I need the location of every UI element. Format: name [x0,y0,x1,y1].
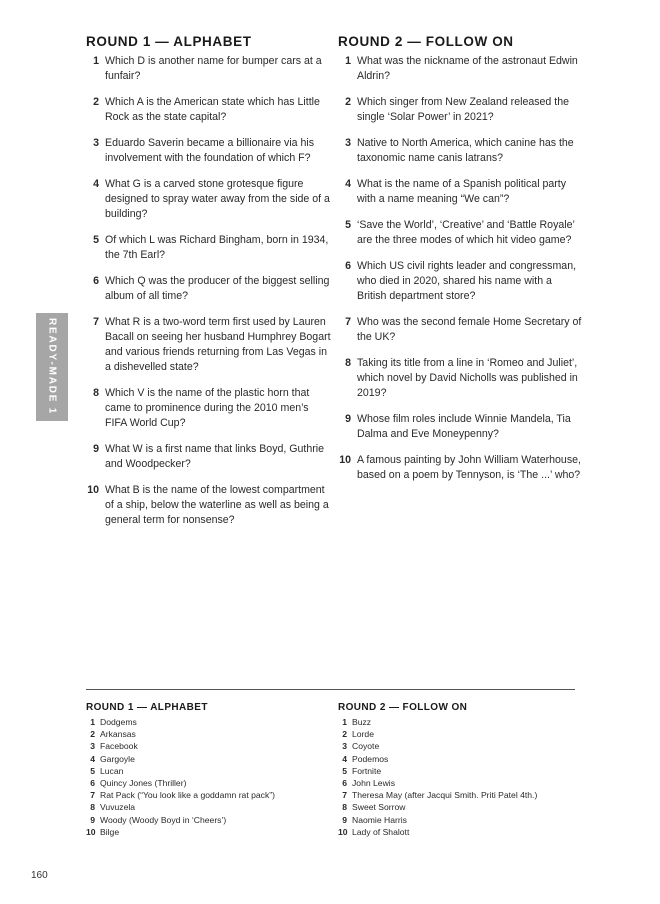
question-text: A famous painting by John William Waterhouse, based on a poem by Tennyson, is ‘The ...’ who? [357,454,581,481]
question-item [338,259,583,304]
answer-number: 9 [342,814,347,825]
question-number: 9 [93,443,99,455]
answer-number: 8 [90,802,95,813]
question-item [86,54,331,84]
answer-number: 2 [342,729,347,740]
answer-item [338,826,583,838]
question-number: 6 [345,260,351,272]
answer-item [86,777,331,789]
answer-text: Woody (Woody Boyd in ‘Cheers’) [100,814,227,825]
question-item [86,386,331,431]
answer-number: 6 [342,778,347,789]
question-item [338,412,583,442]
question-text: Native to North America, which canine has the taxonomic name canis latrans? [357,137,574,164]
answer-number: 8 [342,802,347,813]
side-tab-label: READY-MADE 1 [46,318,58,416]
answer-number: 5 [90,765,95,776]
question-text: Whose film roles include Winnie Mandela, Tia Dalma and Eve Moneypenny? [357,413,571,440]
question-text: Which A is the American state which has Little Rock as the state capital? [105,96,320,123]
answers-divider [86,689,575,690]
question-item [86,315,331,375]
answer-text: Gargoyle [100,753,135,764]
answer-number: 10 [338,826,348,837]
answer-number: 4 [90,753,95,764]
answer-item [86,728,331,740]
answer-item [338,777,583,789]
question-text: What W is a first name that links Boyd, Guthrie and Woodpecker? [105,443,325,470]
answer-item [338,753,583,765]
answer-text: Coyote [352,741,380,752]
question-text: Eduardo Saverin became a billionaire via his involvement with the foundation of which F? [105,137,315,164]
answer-number: 1 [342,717,347,727]
answer-item [86,801,331,813]
question-number: 8 [93,387,99,399]
answer-text: Bilge [100,826,120,837]
round-2-questions [338,34,583,494]
question-number: 10 [87,484,99,496]
answer-item [338,740,583,752]
answer-item [338,716,583,728]
answer-item [338,765,583,777]
answer-number: 4 [342,753,347,764]
answer-item [86,740,331,752]
question-text: Which singer from New Zealand released the single ‘Solar Power’ in 2021? [357,96,569,123]
question-number: 4 [345,178,351,190]
question-item [338,218,583,248]
answer-text: Quincy Jones (Thriller) [100,778,187,789]
question-number: 1 [345,55,351,67]
question-text: Taking its title from a line in ‘Romeo and Juliet’, which novel by David Nicholls was published in 2019? [357,357,578,399]
answer-number: 9 [90,814,95,825]
round-1-title: ROUND 1 — ALPHABET [86,34,252,49]
question-number: 10 [339,454,351,466]
question-number: 2 [345,96,351,108]
answer-item [338,801,583,813]
question-number: 1 [93,55,99,67]
answer-text: Sweet Sorrow [352,802,406,813]
question-text: What is the name of a Spanish political party with a name meaning “We can”? [357,178,567,205]
question-item [86,233,331,263]
question-text: Which D is another name for bumper cars at a funfair? [105,55,322,82]
round-1-questions [86,34,331,539]
question-item [338,315,583,345]
answer-number: 3 [342,741,347,752]
question-number: 3 [93,137,99,149]
answer-number: 10 [86,826,96,837]
question-item [338,453,583,483]
question-number: 2 [93,96,99,108]
question-number: 5 [345,219,351,231]
answer-item [338,728,583,740]
question-text: What R is a two-word term first used by Lauren Bacall on seeing her husband Humphrey Bogart and various friends returning from Las Vegas in a dishevelled state? [105,316,331,373]
answer-item [86,753,331,765]
question-item [338,177,583,207]
question-text: Which US civil rights leader and congressman, who died in 2020, shared his name with a British department store? [357,260,577,302]
answer-text: Fortnite [352,765,382,776]
question-item [86,483,331,528]
answer-item [86,814,331,826]
answer-item [86,765,331,777]
answer-number: 6 [90,778,95,789]
question-item [86,136,331,166]
answer-number: 1 [90,717,95,727]
question-item [338,136,583,166]
question-text: What G is a carved stone grotesque figure designed to spray water away from the side of a building? [105,178,330,220]
question-number: 7 [93,316,99,328]
question-text: ‘Save the World’, ‘Creative’ and ‘Battle Royale’ are the three modes of which hit video game? [357,219,575,246]
answer-text: Lucan [100,765,124,776]
round-1-answers-title: ROUND 1 — ALPHABET [86,702,208,713]
question-item [86,95,331,125]
answer-text: Naomie Harris [352,814,407,825]
answer-item [338,814,583,826]
question-item [86,177,331,222]
answer-item [338,789,583,801]
question-text: What was the nickname of the astronaut Edwin Aldrin? [357,55,578,82]
answer-text: Arkansas [100,729,136,740]
question-item [338,356,583,401]
question-item [86,274,331,304]
question-number: 7 [345,316,351,328]
answer-item [86,826,331,838]
answer-number: 2 [90,729,95,740]
answer-item [86,789,331,801]
question-item [338,54,583,84]
question-text: What B is the name of the lowest compartment of a ship, below the waterline as well as being a general term for nonsense? [105,484,329,526]
question-text: Who was the second female Home Secretary of the UK? [357,316,582,343]
question-number: 8 [345,357,351,369]
question-text: Which V is the name of the plastic horn that came to prominence during the 2010 men’s FIFA World Cup? [105,387,310,429]
answer-number: 7 [342,790,347,801]
round-2-title: ROUND 2 — FOLLOW ON [338,34,514,49]
answer-text: Podemos [352,753,389,764]
round-1-answers [86,702,331,838]
answer-number: 5 [342,765,347,776]
question-text: Which Q was the producer of the biggest selling album of all time? [105,275,330,302]
answer-text: Lady of Shalott [352,826,410,837]
round-2-answers [338,702,583,838]
answer-text: Dodgems [100,717,137,727]
answer-number: 7 [90,790,95,801]
answer-item [86,716,331,728]
question-number: 5 [93,234,99,246]
answer-text: Lorde [352,729,374,740]
answer-text: Theresa May (after Jacqui Smith. Priti Patel 4th.) [352,790,538,801]
round-2-answers-title: ROUND 2 — FOLLOW ON [338,702,468,713]
answer-text: Vuvuzela [100,802,136,813]
question-text: Of which L was Richard Bingham, born in 1934, the 7th Earl? [105,234,329,261]
page-number: 160 [31,870,48,881]
question-number: 6 [93,275,99,287]
question-number: 3 [345,137,351,149]
question-number: 4 [93,178,99,190]
question-item [338,95,583,125]
question-item [86,442,331,472]
answer-text: Facebook [100,741,138,752]
answer-number: 3 [90,741,95,752]
question-number: 9 [345,413,351,425]
answer-text: Buzz [352,717,372,727]
section-side-tab [36,313,68,421]
answer-text: John Lewis [352,778,395,789]
answer-text: Rat Pack (“You look like a goddamn rat pack”) [100,790,275,801]
